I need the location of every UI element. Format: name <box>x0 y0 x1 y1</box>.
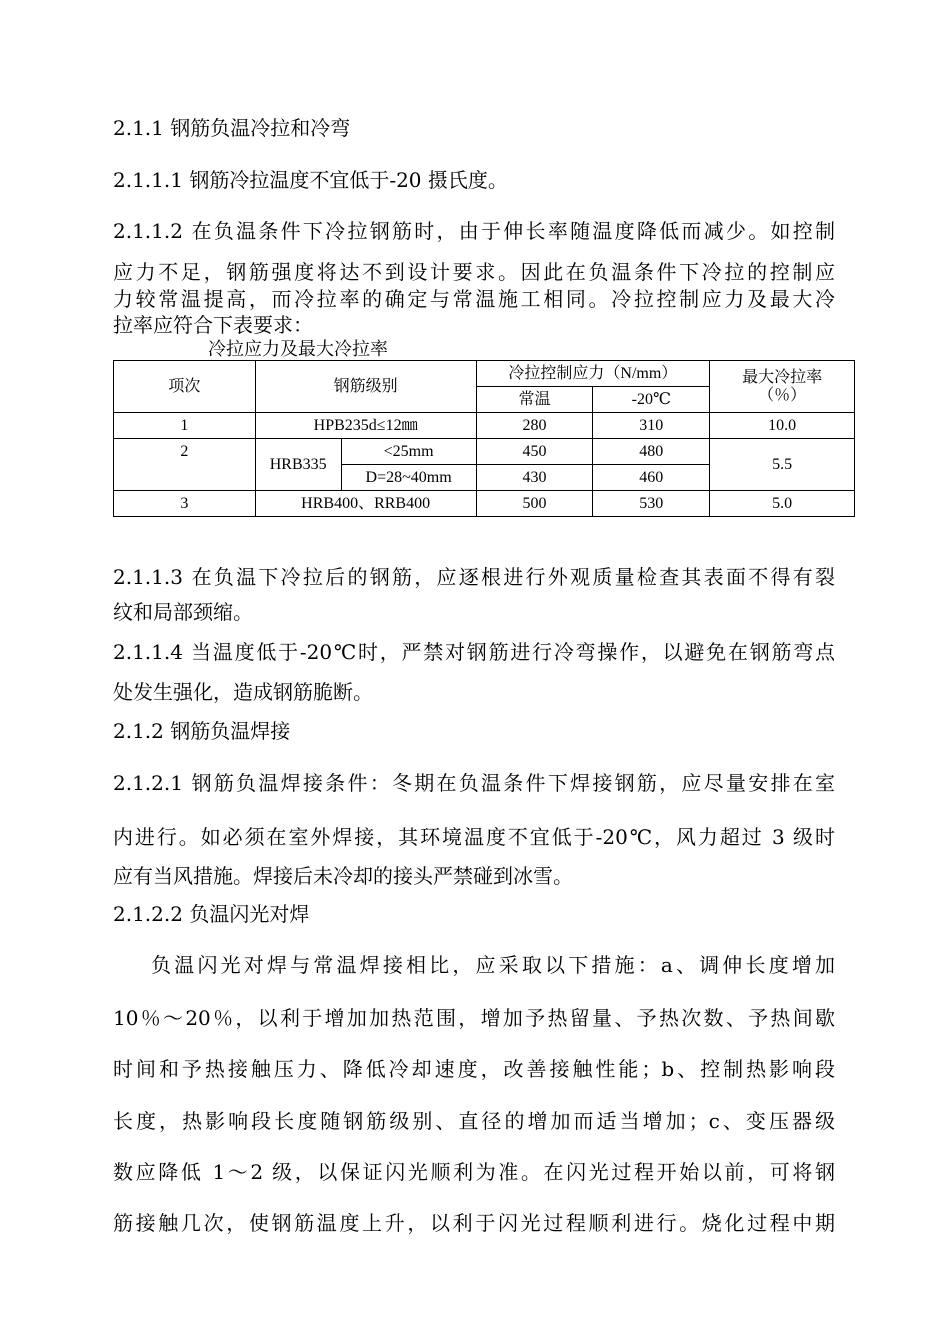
cell-normal: 280 <box>476 413 593 439</box>
table-row <box>114 439 855 465</box>
paragraph-line: 2.1.1.3 在负温下冷拉后的钢筋，应逐根进行外观质量检查其表面不得有裂 <box>113 565 835 589</box>
cell-rate: 5.0 <box>710 491 855 517</box>
paragraph-line: 内进行。如必须在室外焊接，其环境温度不宜低于-20℃，风力超过 3 级时 <box>113 825 835 849</box>
header-grade: 钢筋级别 <box>255 361 476 413</box>
cell-rate: 10.0 <box>710 413 855 439</box>
cell-normal: 430 <box>476 465 593 491</box>
section-heading: 2.1.1 钢筋负温冷拉和冷弯 <box>113 116 351 140</box>
table-caption: 冷拉应力及最大冷拉率 <box>208 339 388 360</box>
paragraph-line: 负温闪光对焊与常温焊接相比，应采取以下措施：a、调伸长度增加 <box>113 953 835 977</box>
paragraph-line: 10％～20％，以利于增加加热范围，增加予热留量、予热次数、予热间歇 <box>113 1006 835 1030</box>
cell-subgrade: D=28~40mm <box>341 465 476 491</box>
cell-subgrade: <25mm <box>341 439 476 465</box>
cell-rate: 5.5 <box>710 439 855 491</box>
cell-normal: 500 <box>476 491 593 517</box>
cell-grade: HRB400、RRB400 <box>255 491 476 517</box>
cell-item: 1 <box>114 413 256 439</box>
cell-minus20: 530 <box>593 491 710 517</box>
header-item: 项次 <box>114 361 256 413</box>
cell-grade: HPB235d≤12㎜ <box>255 413 476 439</box>
paragraph-line: 应力不足，钢筋强度将达不到设计要求。因此在负温条件下冷拉的控制应 <box>113 260 835 284</box>
paragraph-line: 应有当风措施。焊接后未冷却的接头严禁碰到冰雪。 <box>113 864 573 888</box>
paragraph-line: 长度，热影响段长度随钢筋级别、直径的增加而适当增加；c、变压器级 <box>113 1109 835 1133</box>
cell-minus20: 460 <box>593 465 710 491</box>
paragraph-line: 2.1.1.2 在负温条件下冷拉钢筋时，由于伸长率随温度降低而减少。如控制 <box>113 219 835 243</box>
cell-item: 2 <box>114 439 256 491</box>
table-header-row <box>114 361 855 387</box>
paragraph-line: 2.1.1.4 当温度低于-20℃时，严禁对钢筋进行冷弯操作，以避免在钢筋弯点 <box>113 640 835 664</box>
header-minus20: -20℃ <box>593 387 710 413</box>
paragraph-line: 2.1.2.1 钢筋负温焊接条件：冬期在负温条件下焊接钢筋，应尽量安排在室 <box>113 771 835 795</box>
cell-minus20: 310 <box>593 413 710 439</box>
paragraph-line: 纹和局部颈缩。 <box>113 600 253 624</box>
paragraph-line: 时间和予热接触压力、降低冷却速度，改善接触性能；b、控制热影响段 <box>113 1057 835 1081</box>
paragraph-line: 处发生强化，造成钢筋脆断。 <box>113 680 373 704</box>
paragraph-line: 数应降低 1～2 级，以保证闪光顺利为准。在闪光过程开始以前，可将钢 <box>113 1160 835 1184</box>
paragraph-line: 筋接触几次，使钢筋温度上升，以利于闪光过程顺利进行。烧化过程中期 <box>113 1211 835 1235</box>
header-max-rate <box>710 361 855 413</box>
cell-minus20: 480 <box>593 439 710 465</box>
header-normal-temp: 常温 <box>476 387 593 413</box>
cell-grade: HRB335 <box>255 439 341 491</box>
cell-item: 3 <box>114 491 256 517</box>
cold-drawing-table <box>113 360 855 517</box>
header-max-rate-label: 最大冷拉率 <box>742 368 823 386</box>
header-stress: 冷拉控制应力（N/mm） <box>476 361 710 387</box>
section-heading: 2.1.2.2 负温闪光对焊 <box>113 902 310 926</box>
section-heading: 2.1.2 钢筋负温焊接 <box>113 719 291 743</box>
table-row <box>114 413 855 439</box>
table-row <box>114 491 855 517</box>
paragraph-line: 力较常温提高，而冷拉率的确定与常温施工相同。冷拉控制应力及最大冷 <box>113 287 835 311</box>
paragraph-line: 2.1.1.1 钢筋冷拉温度不宜低于-20 摄氏度。 <box>113 168 508 192</box>
header-max-rate-unit: （％） <box>758 386 807 404</box>
cell-normal: 450 <box>476 439 593 465</box>
paragraph-line: 拉率应符合下表要求： <box>113 313 313 337</box>
